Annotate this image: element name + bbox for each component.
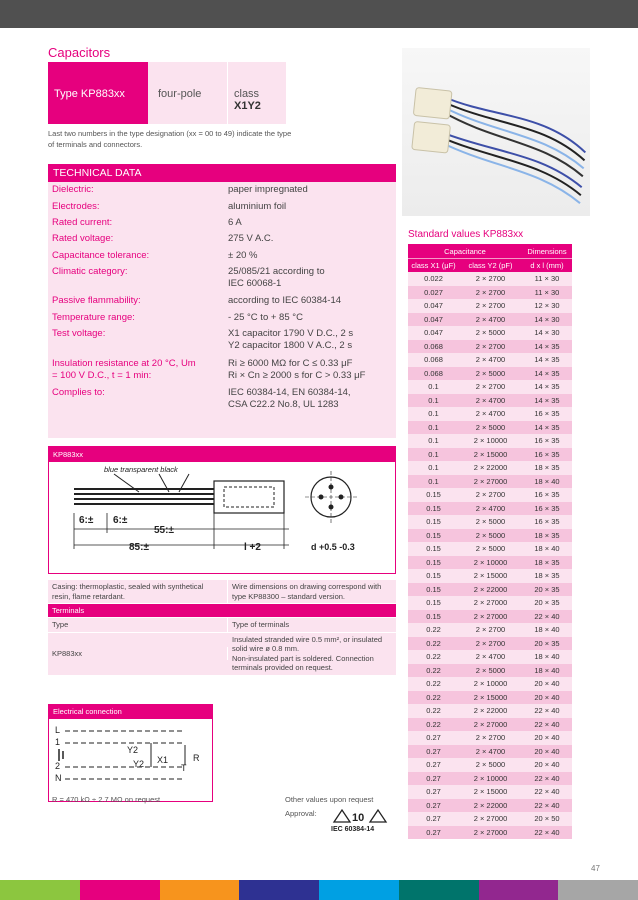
std-cell-dim: 14 × 35	[534, 395, 560, 405]
std-cell-x1: 0.15	[426, 517, 441, 527]
std-cell-x1: 0.068	[424, 368, 443, 378]
std-cell-x1: 0.15	[426, 503, 441, 513]
tech-value-line: Y2 capacitor 1800 V A.C., 2 s	[228, 339, 353, 351]
std-table-row	[408, 353, 572, 367]
std-cell-dim: 16 × 35	[534, 449, 560, 459]
color-segment	[160, 880, 240, 900]
page-number: 47	[591, 864, 600, 873]
wire-dimensions-text: Wire dimensions on drawing correspond with type KP88300 – standard version.	[232, 582, 382, 601]
tech-label	[52, 266, 222, 278]
std-cell-y2: 2 × 15000	[473, 571, 508, 581]
std-cell-y2: 2 × 4700	[475, 395, 506, 405]
label-L: L	[55, 725, 61, 735]
color-segment	[479, 880, 559, 900]
std-cell-x1: 0.22	[426, 706, 441, 716]
std-cell-x1: 0.047	[424, 314, 443, 324]
std-cell-x1: 0.15	[426, 598, 441, 608]
std-table-row	[408, 488, 572, 502]
std-cell-dim: 18 × 40	[534, 544, 560, 554]
electrical-header: Electrical connection	[49, 705, 212, 719]
std-cell-dim: 20 × 35	[534, 638, 560, 648]
std-cell-y2: 2 × 2700	[475, 274, 506, 284]
std-cell-x1: 0.068	[424, 341, 443, 351]
dim-d: d +0.5 -0.3	[311, 542, 355, 552]
std-cell-y2: 2 × 15000	[473, 787, 508, 797]
std-cell-x1: 0.15	[426, 584, 441, 594]
type-poles: four-pole	[148, 62, 228, 124]
std-cell-dim: 20 × 40	[534, 692, 560, 702]
color-segment	[399, 880, 479, 900]
tech-label	[52, 233, 222, 245]
label-y2a: Y2	[127, 745, 139, 755]
std-cell-x1: 0.22	[426, 665, 441, 675]
std-table-row	[408, 637, 572, 651]
casing-text: Casing: thermoplastic, sealed with synthetical resin, flame retardant.	[48, 580, 228, 603]
tech-value	[228, 217, 396, 229]
tech-value-line: IEC 60068-1	[228, 277, 282, 289]
label-N: N	[55, 773, 62, 783]
tech-value	[228, 295, 396, 307]
std-table-row	[408, 691, 572, 705]
tech-label-line: Temperature range:	[52, 312, 135, 323]
tech-label	[52, 387, 222, 399]
std-cell-dim: 20 × 40	[534, 746, 560, 756]
std-cell-x1: 0.15	[426, 571, 441, 581]
std-table-row	[408, 367, 572, 381]
tech-label-line: Climatic category:	[52, 266, 128, 277]
electrical-note: R = 470 kΩ ÷ 2.7 MΩ on request	[52, 795, 161, 804]
info-table	[48, 580, 396, 676]
tech-value-line: IEC 60384-14, EN 60384-14,	[228, 387, 351, 398]
std-table-row	[408, 313, 572, 327]
std-group-dimensions: Dimensions	[527, 246, 567, 256]
dim-85: 85:±	[129, 542, 149, 553]
std-group-header	[408, 244, 572, 258]
std-cell-y2: 2 × 22000	[473, 463, 508, 473]
std-table-row	[408, 272, 572, 286]
technical-data-table	[48, 182, 396, 438]
std-cell-y2: 2 × 10000	[473, 436, 508, 446]
electrical-connection	[48, 704, 213, 802]
std-cell-x1: 0.22	[426, 638, 441, 648]
std-cell-x1: 0.068	[424, 355, 443, 365]
std-table-row	[408, 677, 572, 691]
std-table-row	[408, 650, 572, 664]
std-table-row	[408, 542, 572, 556]
std-cell-x1: 0.047	[424, 328, 443, 338]
std-cell-y2: 2 × 5000	[475, 760, 506, 770]
std-cell-x1: 0.047	[424, 301, 443, 311]
std-cell-y2: 2 × 5000	[475, 544, 506, 554]
std-cell-dim: 22 × 40	[534, 800, 560, 810]
std-cell-dim: 16 × 35	[534, 490, 560, 500]
std-cell-y2: 2 × 4700	[475, 314, 506, 324]
std-cell-y2: 2 × 5000	[475, 530, 506, 540]
std-cell-x1: 0.27	[426, 787, 441, 797]
std-cell-x1: 0.15	[426, 490, 441, 500]
terminals-row-terminals	[228, 633, 396, 675]
tech-value	[228, 358, 396, 381]
tech-label	[52, 201, 222, 213]
std-cell-x1: 0.22	[426, 719, 441, 729]
std-cell-x1: 0.1	[428, 436, 439, 446]
std-cell-y2: 2 × 27000	[473, 476, 508, 486]
std-cell-dim: 22 × 40	[534, 787, 560, 797]
std-table-row	[408, 434, 572, 448]
std-cell-y2: 2 × 4700	[475, 652, 506, 662]
std-cell-y2: 2 × 5000	[475, 328, 506, 338]
terminals-col-terminals: Type of terminals	[232, 620, 290, 629]
std-cell-dim: 14 × 35	[534, 355, 560, 365]
std-cell-dim: 16 × 35	[534, 409, 560, 419]
std-cell-dim: 18 × 35	[534, 571, 560, 581]
std-cell-dim: 16 × 35	[534, 436, 560, 446]
std-table-row	[408, 529, 572, 543]
std-table-row	[408, 596, 572, 610]
std-cell-y2: 2 × 10000	[473, 773, 508, 783]
std-cell-dim: 22 × 40	[534, 719, 560, 729]
standard-values-table	[408, 244, 572, 839]
std-cell-x1: 0.1	[428, 463, 439, 473]
std-table-row	[408, 394, 572, 408]
type-box	[48, 62, 286, 124]
std-cell-dim: 20 × 50	[534, 814, 560, 824]
other-values-note: Other values upon request	[285, 795, 374, 804]
tech-value-line: ± 20 %	[228, 250, 258, 261]
std-table-row	[408, 340, 572, 354]
tech-label	[52, 328, 222, 340]
std-cell-y2: 2 × 4700	[475, 503, 506, 513]
tech-value-line: 25/085/21 according to	[228, 266, 325, 277]
std-cell-y2: 2 × 2700	[475, 638, 506, 648]
tech-value-line: 6 A	[228, 217, 242, 228]
std-cell-dim: 20 × 40	[534, 733, 560, 743]
dim-6a: 6:±	[79, 515, 94, 526]
std-table-row	[408, 515, 572, 529]
std-cell-y2: 2 × 10000	[473, 679, 508, 689]
std-table-row	[408, 421, 572, 435]
std-cell-dim: 11 × 30	[534, 287, 560, 297]
tech-value	[228, 233, 396, 245]
std-table-row	[408, 299, 572, 313]
std-cell-y2: 2 × 5000	[475, 517, 506, 527]
std-col-y2: class Y2 (pF)	[468, 261, 513, 270]
tech-value	[228, 312, 396, 324]
std-table-row	[408, 461, 572, 475]
std-cell-y2: 2 × 5000	[475, 665, 506, 675]
tech-value-line: CSA C22.2 No.8, UL 1283	[228, 398, 339, 410]
terminals-row-type: KP883xx	[48, 647, 228, 661]
tech-value-line: 275 V A.C.	[228, 233, 274, 244]
color-segment	[239, 880, 319, 900]
dim-55: 55:±	[154, 525, 174, 536]
std-cell-dim: 18 × 35	[534, 463, 560, 473]
bottom-color-bar	[0, 880, 638, 900]
std-cell-y2: 2 × 2700	[475, 301, 506, 311]
std-cell-dim: 14 × 35	[534, 382, 560, 392]
std-cell-dim: 22 × 40	[534, 827, 560, 837]
std-cell-x1: 0.27	[426, 773, 441, 783]
tech-label-line: Complies to:	[52, 387, 105, 398]
wire-label: blue transparent black	[104, 465, 178, 474]
tech-label-line: = 100 V D.C., t = 1 min:	[52, 369, 152, 381]
std-cell-y2: 2 × 4700	[475, 746, 506, 756]
std-cell-x1: 0.1	[428, 395, 439, 405]
std-cell-dim: 14 × 35	[534, 422, 560, 432]
label-x1: X1	[157, 755, 169, 765]
terminals-row-terminals-1: Insulated stranded wire 0.5 mm², or insulated solid wire ø 0.8 mm.	[232, 634, 383, 653]
std-cell-dim: 16 × 35	[534, 517, 560, 527]
std-cell-dim: 14 × 30	[534, 314, 560, 324]
label-2: 2	[55, 761, 61, 771]
terminals-row-terminals-2: Non-insulated part is soldered. Connection terminals provided on request.	[232, 653, 374, 672]
color-segment	[558, 880, 638, 900]
drawing-header: KP883xx	[49, 447, 395, 462]
color-segment	[0, 880, 80, 900]
std-cell-dim: 12 × 30	[534, 301, 560, 311]
tech-value	[228, 184, 396, 196]
std-cell-x1: 0.22	[426, 652, 441, 662]
std-rows	[408, 272, 572, 839]
std-cell-dim: 20 × 35	[534, 598, 560, 608]
std-cell-x1: 0.1	[428, 422, 439, 432]
std-cell-dim: 11 × 30	[534, 274, 560, 284]
dimension-drawing-svg	[59, 463, 389, 571]
std-cell-x1: 0.27	[426, 800, 441, 810]
std-cell-dim: 16 × 35	[534, 503, 560, 513]
std-cell-x1: 0.27	[426, 814, 441, 824]
approval-label: Approval:	[285, 809, 317, 818]
terminals-col-type: Type	[48, 618, 228, 632]
tech-value	[228, 250, 396, 262]
std-cell-x1: 0.15	[426, 611, 441, 621]
label-y2b: Y2	[133, 759, 145, 769]
dimension-drawing	[48, 446, 396, 574]
std-cell-y2: 2 × 27000	[473, 611, 508, 621]
std-table-row	[408, 731, 572, 745]
std-cell-y2: 2 × 27000	[473, 719, 508, 729]
std-table-row	[408, 407, 572, 421]
std-table-row	[408, 664, 572, 678]
std-cell-dim: 20 × 40	[534, 760, 560, 770]
label-t: T	[181, 763, 187, 773]
tech-label	[52, 217, 222, 229]
std-cell-dim: 14 × 35	[534, 368, 560, 378]
top-bar	[0, 0, 638, 28]
tech-value-line: Ri ≥ 6000 MΩ for C ≤ 0.33 μF	[228, 358, 353, 369]
color-segment	[80, 880, 160, 900]
std-table-row	[408, 502, 572, 516]
std-cell-y2: 2 × 5000	[475, 422, 506, 432]
std-cell-y2: 2 × 5000	[475, 368, 506, 378]
std-table-row	[408, 286, 572, 300]
std-table-row	[408, 623, 572, 637]
std-cell-y2: 2 × 2700	[475, 625, 506, 635]
std-table-row	[408, 610, 572, 624]
std-cell-y2: 2 × 27000	[473, 598, 508, 608]
std-table-row	[408, 758, 572, 772]
std-cell-y2: 2 × 27000	[473, 827, 508, 837]
terminals-row	[48, 633, 396, 676]
std-cell-dim: 22 × 40	[534, 773, 560, 783]
std-col-dim: d x l (mm)	[530, 261, 564, 270]
std-cell-x1: 0.1	[428, 476, 439, 486]
std-cell-x1: 0.1	[428, 382, 439, 392]
tech-value-line: X1 capacitor 1790 V D.C., 2 s	[228, 328, 354, 339]
capacitor-photo-illustration	[402, 48, 590, 216]
std-cell-x1: 0.15	[426, 557, 441, 567]
std-cell-dim: 18 × 35	[534, 530, 560, 540]
std-table-row	[408, 772, 572, 786]
std-cell-y2: 2 × 22000	[473, 584, 508, 594]
approval-cert-icon	[330, 806, 390, 826]
std-cell-y2: 2 × 2700	[475, 382, 506, 392]
std-cell-x1: 0.1	[428, 449, 439, 459]
type-class-value: X1Y2	[234, 100, 261, 112]
std-cell-x1: 0.27	[426, 827, 441, 837]
tech-label-line: Rated voltage:	[52, 233, 114, 244]
std-cell-x1: 0.15	[426, 530, 441, 540]
std-cell-x1: 0.022	[424, 274, 443, 284]
tech-value	[228, 201, 396, 213]
technical-data-header: TECHNICAL DATA	[48, 164, 396, 182]
std-cell-x1: 0.027	[424, 287, 443, 297]
std-table-row	[408, 704, 572, 718]
tech-value-line: according to IEC 60384-14	[228, 295, 342, 306]
type-class-prefix: class	[234, 88, 260, 100]
std-col-header	[408, 258, 572, 272]
tech-value	[228, 328, 396, 351]
std-table-row	[408, 326, 572, 340]
std-cell-y2: 2 × 15000	[473, 449, 508, 459]
std-table-row	[408, 826, 572, 840]
approval-standard: IEC 60384-14	[331, 826, 375, 833]
std-cell-y2: 2 × 27000	[473, 814, 508, 824]
tech-label	[52, 312, 222, 324]
tech-label	[52, 250, 222, 262]
std-cell-y2: 2 × 2700	[475, 341, 506, 351]
std-table-row	[408, 799, 572, 813]
std-cell-x1: 0.22	[426, 625, 441, 635]
type-note: Last two numbers in the type designation (xx = 00 to 49) indicate the type of terminals and connectors.	[48, 129, 292, 149]
tech-value-line: paper impregnated	[228, 184, 308, 195]
std-cell-y2: 2 × 4700	[475, 355, 506, 365]
tech-value-line: aluminium foil	[228, 201, 287, 212]
std-table-row	[408, 380, 572, 394]
std-table-row	[408, 583, 572, 597]
terminals-header-label: Terminals	[52, 606, 85, 615]
color-segment	[319, 880, 399, 900]
tech-label-line: Insulation resistance at 20 °C, Um	[52, 358, 196, 369]
std-cell-x1: 0.27	[426, 746, 441, 756]
std-table-row	[408, 569, 572, 583]
std-group-capacitance: Capacitance	[444, 246, 486, 256]
tech-label-line: Passive flammability:	[52, 295, 141, 306]
standard-values-title: Standard values KP883xx	[408, 229, 524, 240]
tech-label-line: Rated current:	[52, 217, 113, 228]
std-cell-dim: 18 × 35	[534, 557, 560, 567]
std-cell-dim: 18 × 40	[534, 625, 560, 635]
std-table-row	[408, 785, 572, 799]
tech-label-line: Electrodes:	[52, 201, 100, 212]
std-table-row	[408, 475, 572, 489]
std-cell-x1: 0.1	[428, 409, 439, 419]
std-table-row	[408, 718, 572, 732]
std-cell-y2: 2 × 22000	[473, 706, 508, 716]
std-table-row	[408, 745, 572, 759]
std-cell-y2: 2 × 10000	[473, 557, 508, 567]
std-cell-y2: 2 × 2700	[475, 733, 506, 743]
std-cell-dim: 20 × 35	[534, 584, 560, 594]
tech-label-line: Capacitance tolerance:	[52, 250, 150, 261]
std-cell-y2: 2 × 2700	[475, 287, 506, 297]
info-row-casing	[48, 580, 396, 604]
type-designation: Type KP883xx	[48, 62, 148, 124]
product-photo	[402, 48, 590, 216]
std-cell-y2: 2 × 4700	[475, 409, 506, 419]
dim-6b: 6:±	[113, 515, 128, 526]
type-class	[228, 62, 286, 124]
std-table-row	[408, 812, 572, 826]
std-cell-dim: 14 × 30	[534, 328, 560, 338]
std-table-row	[408, 448, 572, 462]
tech-value	[228, 387, 396, 410]
section-title: Capacitors	[48, 45, 111, 60]
std-cell-x1: 0.27	[426, 760, 441, 770]
terminals-header	[48, 604, 396, 618]
std-cell-y2: 2 × 2700	[475, 490, 506, 500]
std-table-row	[408, 556, 572, 570]
std-cell-dim: 22 × 40	[534, 706, 560, 716]
electrical-schematic	[53, 723, 209, 785]
std-cell-y2: 2 × 15000	[473, 692, 508, 702]
tech-label-line: Dielectric:	[52, 184, 94, 195]
std-cell-dim: 18 × 40	[534, 665, 560, 675]
label-1: 1	[55, 737, 61, 747]
tech-value	[228, 266, 396, 289]
tech-label	[52, 358, 222, 381]
terminals-col-headers	[48, 618, 396, 633]
std-cell-dim: 14 × 35	[534, 341, 560, 351]
std-cell-x1: 0.27	[426, 733, 441, 743]
std-cell-x1: 0.22	[426, 679, 441, 689]
tech-label	[52, 295, 222, 307]
std-cell-x1: 0.22	[426, 692, 441, 702]
std-cell-x1: 0.15	[426, 544, 441, 554]
tech-label	[52, 184, 222, 196]
dim-l: l +2	[244, 542, 261, 553]
label-r: R	[193, 753, 200, 763]
tech-value-line: Ri × Cn ≥ 2000 s for C > 0.33 μF	[228, 369, 366, 381]
std-cell-y2: 2 × 22000	[473, 800, 508, 810]
approval-mark: 10	[352, 812, 365, 824]
std-cell-dim: 18 × 40	[534, 476, 560, 486]
tech-label-line: Test voltage:	[52, 328, 106, 339]
std-cell-dim: 22 × 40	[534, 611, 560, 621]
std-col-x1: class X1 (μF)	[411, 261, 456, 270]
std-cell-dim: 20 × 40	[534, 679, 560, 689]
tech-value-line: - 25 °C to + 85 °C	[228, 312, 303, 323]
std-cell-dim: 18 × 40	[534, 652, 560, 662]
